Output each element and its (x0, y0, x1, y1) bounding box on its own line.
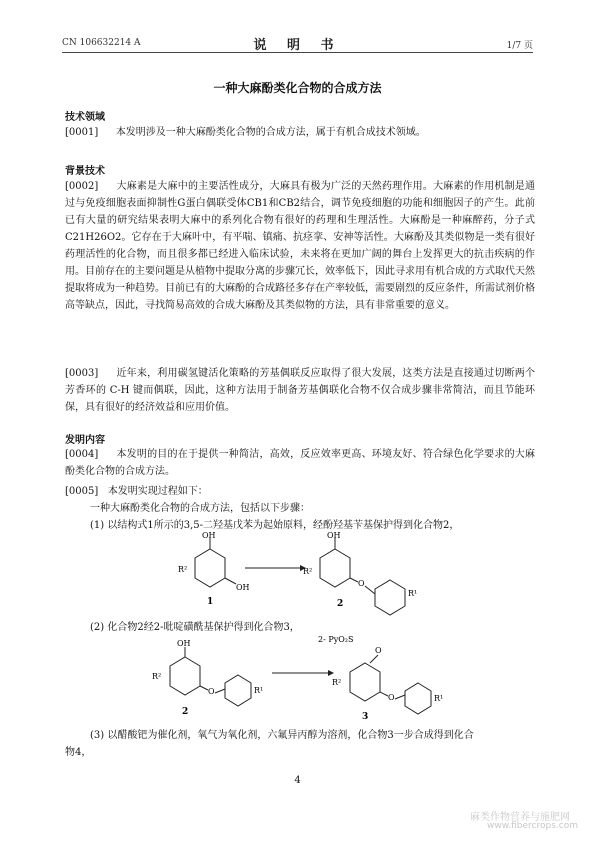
document-type: 说 明 书 (253, 38, 342, 53)
r2-label: R² (303, 567, 313, 576)
hydroxyl-label: OH (202, 532, 216, 540)
paragraph-text: 近年来，利用碳氢键活化策略的芳基偶联反应取得了很大发展，这类方法是直接通过切断两个芳香环的 C-H 键而偶联，因此，这种方法用于制备芳基偶联化合物不仅合成步骤非常简洁，而且节能环保，具有很好的经济效益和应用价值。 (65, 368, 535, 413)
r2-label: R² (178, 565, 188, 574)
patent-number: CN 106632214 A (62, 38, 141, 48)
r1-label: R¹ (254, 686, 264, 695)
oxygen-label: O (358, 579, 365, 588)
hydroxyl-label: OH (327, 532, 341, 540)
hydroxyl-label: OH (177, 639, 191, 648)
page-number: 4 (294, 775, 301, 786)
step-3-text-cont: 物4， (65, 747, 92, 758)
paragraph-text: 本发明的目的在于提供一种简洁，高效，反应效率更高、环境友好、符合绿色化学要求的大麻酚类化合物的合成方法。 (65, 449, 535, 477)
oxygen-label: O (375, 646, 382, 655)
paragraph-text: 本发明实现过程如下： (107, 486, 208, 497)
watermark-site-name: 麻类作物营养与施肥网 (470, 812, 570, 823)
step-2-text: (2) 化合物2经2-吡啶磺酰基保护得到化合物3， (90, 622, 300, 633)
hydroxyl-label: OH (236, 583, 250, 592)
paragraph-0001 (65, 124, 535, 141)
r1-label: R¹ (434, 694, 444, 703)
step-1-text: (1) 以结构式1所示的3,5-二羟基戊苯为起始原料，经酚羟基苄基保护得到化合物2， (90, 520, 460, 531)
compound-label-1: 1 (207, 597, 214, 607)
compound-label-2: 2 (182, 707, 189, 717)
watermark-url: www.fibercrops.com (487, 821, 578, 831)
paragraph-0004 (65, 446, 535, 480)
paragraph-0003 (65, 365, 535, 416)
header-divider (62, 52, 533, 53)
r1-label: R¹ (408, 589, 418, 598)
paragraph-number: [0002] (65, 181, 99, 192)
compound-label-3: 3 (362, 712, 369, 722)
paragraph-0002 (65, 178, 535, 314)
paragraph-number: [0003] (65, 368, 99, 379)
paragraph-text: 大麻素是大麻中的主要活性成分，大麻具有极为广泛的天然药理作用。大麻素的作用机制是通过与免疫细胞表面抑制性G蛋白偶联受体CB1和CB2结合，调节免疫细胞的功能和细胞因子的产生。此前已有大量的研究结果表明大麻中的系列化合物有很好的药理和生理活性。大麻酚是一种麻醉药，分子式 C21H26O2。它存在于大麻叶中，有平喘、镇痛、抗痉挛、安神等活性。大麻酚及其类似物是一类有很好药理活性的化合物，而且很多都已经进入临床试验，未来将在更加广阔的舞台上发挥更大的抗击疾病的作用。目前存在的主要问题是从植物中提取分离的步骤冗长，效率低下，因此寻求用有机合成的方式取代天然提取将成为一种趋势。目前已有的大麻酚的合成路径多存在产率较低，需要剧烈的反应条件，所需试剂价格高等缺点，因此，寻找简易高效的合成大麻酚及其类似物的方法，具有非常重要的意义。 (65, 181, 535, 311)
r2-label: R² (332, 678, 342, 687)
compound-label-2: 2 (337, 599, 344, 609)
reaction-scheme-2 (150, 635, 450, 725)
section-heading-background: 背景技术 (65, 166, 105, 177)
reaction-scheme-1 (150, 532, 450, 618)
section-heading-tech-field: 技术领域 (65, 112, 105, 123)
document-title: 一种大麻酚类化合物的合成方法 (213, 81, 382, 95)
paragraph-number: [0004] (65, 449, 99, 460)
oxygen-label: O (388, 693, 395, 702)
paragraph-number: [0001] (65, 127, 99, 138)
oxygen-label: O (208, 687, 215, 696)
pyridylsulfonyl-label: 2- PyO₂S (318, 635, 354, 644)
r2-label: R² (152, 672, 162, 681)
paragraph-number: [0005] (65, 486, 99, 497)
paragraph-0005 (65, 483, 535, 500)
paragraph-text: 本发明涉及一种大麻酚类化合物的合成方法，属于有机合成技术领域。 (115, 127, 426, 138)
page-indicator: 1/7 页 (506, 41, 533, 51)
method-intro: 一种大麻酚类化合物的合成方法，包括以下步骤： (90, 503, 310, 514)
step-3-text: (3) 以醋酸钯为催化剂，氧气为氧化剂，六氟异丙醇为溶剂，化合物3一步合成得到化合 (90, 730, 474, 741)
section-heading-invention: 发明内容 (65, 435, 105, 446)
